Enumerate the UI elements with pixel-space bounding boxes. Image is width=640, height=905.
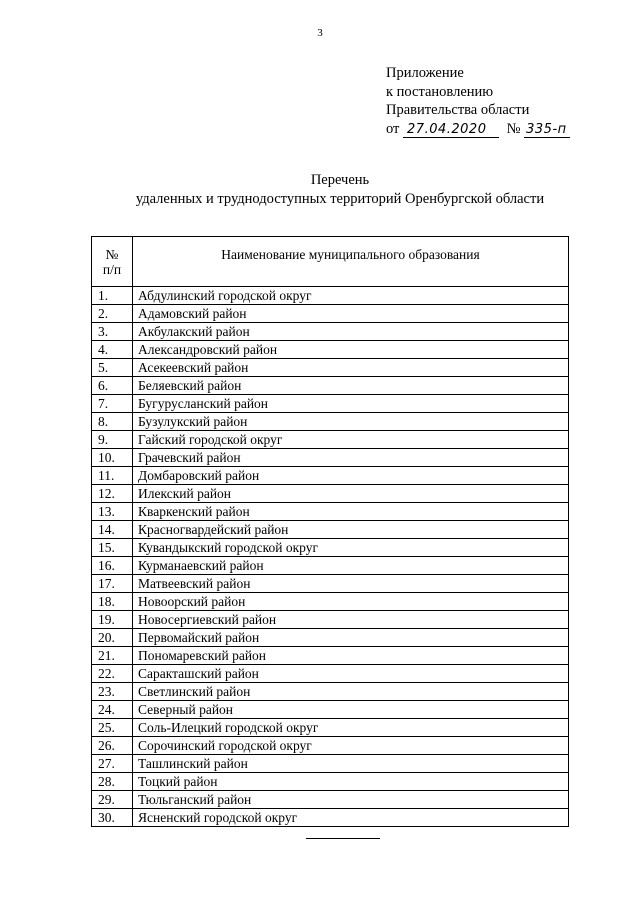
table-row	[92, 647, 569, 665]
row-number: 5.	[92, 359, 133, 377]
municipality-name: Илекский район	[133, 485, 569, 503]
municipality-name: Сорочинский городской округ	[133, 737, 569, 755]
municipality-name: Северный район	[133, 701, 569, 719]
table-row	[92, 449, 569, 467]
table-row	[92, 485, 569, 503]
table-row	[92, 557, 569, 575]
row-number: 27.	[92, 755, 133, 773]
row-number: 23.	[92, 683, 133, 701]
table-row	[92, 341, 569, 359]
appendix-line-3: Правительства области	[386, 102, 530, 118]
row-number: 6.	[92, 377, 133, 395]
bottom-divider	[306, 838, 380, 839]
row-number: 17.	[92, 575, 133, 593]
municipality-name: Пономаревский район	[133, 647, 569, 665]
row-number: 30.	[92, 809, 133, 827]
municipality-name: Курманаевский район	[133, 557, 569, 575]
municipality-name: Домбаровский район	[133, 467, 569, 485]
header-number	[92, 237, 133, 287]
date-prefix: от	[386, 120, 400, 137]
territories-table	[91, 236, 569, 827]
row-number: 26.	[92, 737, 133, 755]
row-number: 28.	[92, 773, 133, 791]
municipality-name: Александровский район	[133, 341, 569, 359]
table-row	[92, 287, 569, 305]
table-row	[92, 755, 569, 773]
title-line-1: Перечень	[310, 172, 370, 188]
row-number: 4.	[92, 341, 133, 359]
municipality-name: Красногвардейский район	[133, 521, 569, 539]
municipality-name: Беляевский район	[133, 377, 569, 395]
row-number: 13.	[92, 503, 133, 521]
row-number: 1.	[92, 287, 133, 305]
row-number: 15.	[92, 539, 133, 557]
table-row	[92, 305, 569, 323]
municipality-name: Кваркенский район	[133, 503, 569, 521]
municipality-name: Соль-Илецкий городской округ	[133, 719, 569, 737]
row-number: 3.	[92, 323, 133, 341]
table-row	[92, 629, 569, 647]
handwritten-date: 27.04.2020	[403, 122, 499, 138]
table-row	[92, 773, 569, 791]
row-number: 19.	[92, 611, 133, 629]
row-number: 20.	[92, 629, 133, 647]
table-row	[92, 431, 569, 449]
title-line-2: удаленных и труднодоступных территорий Оренбургской области	[135, 191, 545, 207]
appendix-line-1: Приложение	[386, 65, 464, 81]
row-number: 25.	[92, 719, 133, 737]
municipality-name: Абдулинский городской округ	[133, 287, 569, 305]
table-row	[92, 521, 569, 539]
row-number: 2.	[92, 305, 133, 323]
appendix-line-2: к постановлению	[386, 83, 494, 100]
table-row	[92, 395, 569, 413]
row-number: 21.	[92, 647, 133, 665]
row-number: 24.	[92, 701, 133, 719]
row-number: 16.	[92, 557, 133, 575]
table-row	[92, 539, 569, 557]
row-number: 8.	[92, 413, 133, 431]
municipality-name: Тюльганский район	[133, 791, 569, 809]
table-row	[92, 593, 569, 611]
table-header-row	[92, 237, 569, 287]
header-number-line-1: №	[105, 246, 119, 262]
municipality-name: Светлинский район	[133, 683, 569, 701]
municipality-name: Акбулакский район	[133, 323, 569, 341]
table-row	[92, 665, 569, 683]
table-row	[92, 503, 569, 521]
table-row	[92, 359, 569, 377]
table-row	[92, 791, 569, 809]
row-number: 7.	[92, 395, 133, 413]
municipality-name: Гайский городской округ	[133, 431, 569, 449]
municipality-name: Ясненский городской округ	[133, 809, 569, 827]
table-row	[92, 683, 569, 701]
row-number: 10.	[92, 449, 133, 467]
municipality-name: Бузулукский район	[133, 413, 569, 431]
row-number: 22.	[92, 665, 133, 683]
document-title	[0, 171, 640, 209]
municipality-name: Матвеевский район	[133, 575, 569, 593]
table-row	[92, 323, 569, 341]
municipality-name: Тоцкий район	[133, 773, 569, 791]
row-number: 9.	[92, 431, 133, 449]
header-name: Наименование муниципального образования	[133, 237, 569, 287]
table-row	[92, 737, 569, 755]
table-row	[92, 575, 569, 593]
municipality-name: Бугурусланский район	[133, 395, 569, 413]
appendix-date-line	[386, 120, 570, 139]
table-row	[92, 809, 569, 827]
table-row	[92, 611, 569, 629]
row-number: 12.	[92, 485, 133, 503]
page-number: 3	[317, 27, 323, 39]
appendix-block	[386, 64, 570, 138]
municipality-name: Новоорский район	[133, 593, 569, 611]
row-number: 18.	[92, 593, 133, 611]
municipality-name: Первомайский район	[133, 629, 569, 647]
municipality-name: Ташлинский район	[133, 755, 569, 773]
municipality-name: Кувандыкский городской округ	[133, 539, 569, 557]
row-number: 14.	[92, 521, 133, 539]
municipality-name: Новосергиевский район	[133, 611, 569, 629]
table-body	[92, 287, 569, 827]
municipality-name: Адамовский район	[133, 305, 569, 323]
municipality-name: Грачевский район	[133, 449, 569, 467]
header-number-line-2: п/п	[102, 261, 122, 277]
row-number: 11.	[92, 467, 133, 485]
municipality-name: Саракташский район	[133, 665, 569, 683]
municipality-name: Асекеевский район	[133, 359, 569, 377]
table-row	[92, 377, 569, 395]
table-row	[92, 701, 569, 719]
table-row	[92, 413, 569, 431]
handwritten-number: 335-п	[524, 122, 570, 138]
number-prefix: №	[506, 120, 521, 137]
table-row	[92, 719, 569, 737]
row-number: 29.	[92, 791, 133, 809]
table-row	[92, 467, 569, 485]
